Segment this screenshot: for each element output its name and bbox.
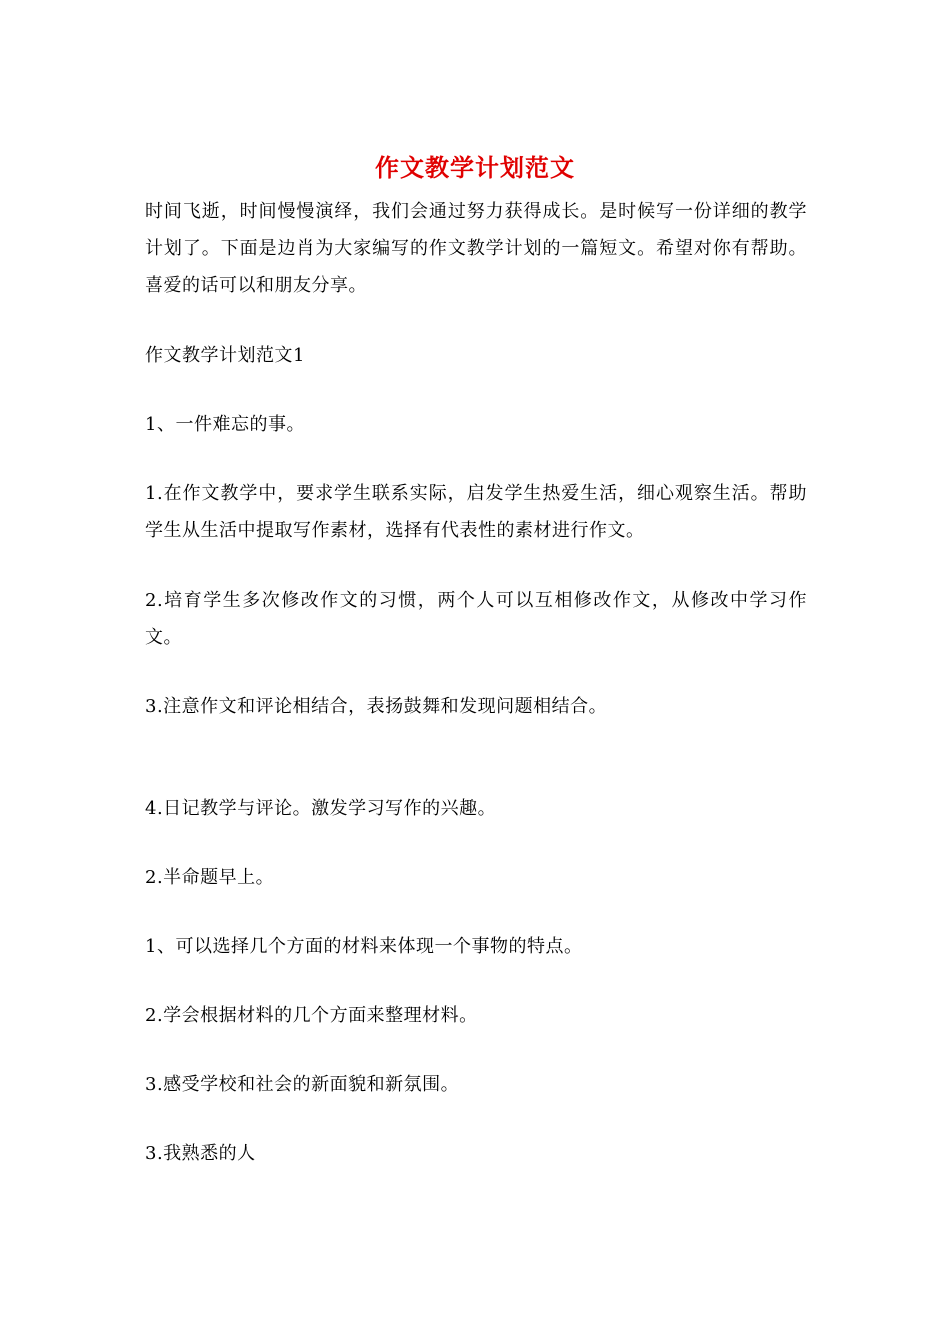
document-title: 作文教学计划范文: [375, 153, 575, 182]
list-item: 1、一件难忘的事。: [145, 414, 305, 435]
list-item: 2.学会根据材料的几个方面来整理材料。: [145, 1005, 478, 1026]
intro-paragraph: 时间飞逝，时间慢慢演绎，我们会通过努力获得成长。是时候写一份详细的教学计划了。下面是边肖为大家编写的作文教学计划的一篇短文。希望对你有帮助。喜爱的话可以和朋友分享。: [145, 201, 807, 296]
section-heading: 作文教学计划范文1: [145, 345, 305, 366]
list-item: 2.培育学生多次修改作文的习惯，两个人可以互相修改作文，从修改中学习作文。: [145, 590, 807, 648]
list-item: 3.我熟悉的人: [145, 1143, 256, 1164]
list-item: 4.日记教学与评论。激发学习写作的兴趣。: [145, 798, 497, 819]
list-item: 1、可以选择几个方面的材料来体现一个事物的特点。: [145, 936, 583, 957]
list-item: 1.在作文教学中，要求学生联系实际，启发学生热爱生活，细心观察生活。帮助学生从生活中提取写作素材，选择有代表性的素材进行作文。: [145, 483, 807, 541]
list-item: 3.感受学校和社会的新面貌和新氛围。: [145, 1074, 460, 1095]
list-item: 2.半命题早上。: [145, 867, 275, 888]
list-item: 3.注意作文和评论相结合，表扬鼓舞和发现问题相结合。: [145, 696, 608, 717]
